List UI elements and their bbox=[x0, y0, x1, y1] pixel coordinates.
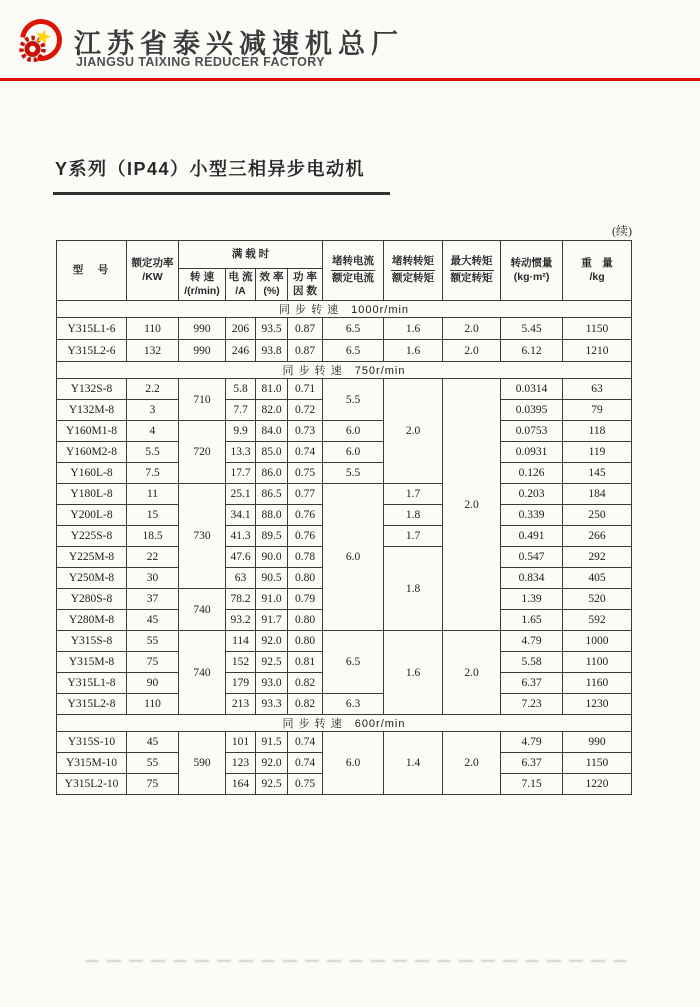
value-cell: 92.0 bbox=[256, 631, 288, 652]
scan-smudge-artifact bbox=[85, 960, 635, 962]
model-cell: Y200L-8 bbox=[57, 505, 127, 526]
model-cell: Y225M-8 bbox=[57, 547, 127, 568]
value-cell: 114 bbox=[226, 631, 256, 652]
model-cell: Y225S-8 bbox=[57, 526, 127, 547]
value-cell: 520 bbox=[563, 589, 632, 610]
power-factor-label-1: 功 率 bbox=[293, 270, 317, 283]
lrc-denominator: 额定电流 bbox=[332, 272, 375, 284]
value-cell: 710 bbox=[179, 379, 226, 421]
value-cell: 2.0 bbox=[443, 340, 501, 362]
col-header-speed bbox=[179, 269, 226, 301]
value-cell: 184 bbox=[563, 484, 632, 505]
value-cell: 292 bbox=[563, 547, 632, 568]
value-cell: 1.7 bbox=[384, 484, 443, 505]
value-cell: 5.8 bbox=[226, 379, 256, 400]
value-cell: 91.5 bbox=[256, 732, 288, 753]
value-cell: 93.5 bbox=[256, 318, 288, 340]
value-cell: 266 bbox=[563, 526, 632, 547]
value-cell: 0.82 bbox=[288, 694, 323, 715]
value-cell: 93.0 bbox=[256, 673, 288, 694]
current-unit: /A bbox=[235, 284, 246, 297]
value-cell: 6.3 bbox=[323, 694, 384, 715]
company-name-cn: 江苏省泰兴减速机总厂 bbox=[74, 29, 404, 59]
value-cell: 206 bbox=[226, 318, 256, 340]
value-cell: 740 bbox=[179, 589, 226, 631]
value-cell: 90.5 bbox=[256, 568, 288, 589]
value-cell: 0.87 bbox=[288, 318, 323, 340]
value-cell: 92.5 bbox=[256, 652, 288, 673]
value-cell: 37 bbox=[127, 589, 179, 610]
speed-label: 转 速 bbox=[190, 270, 214, 283]
value-cell: 7.15 bbox=[501, 774, 563, 795]
value-cell: 47.6 bbox=[226, 547, 256, 568]
value-cell: 17.7 bbox=[226, 463, 256, 484]
power-factor-label-2: 因 数 bbox=[293, 284, 317, 297]
value-cell: 18.5 bbox=[127, 526, 179, 547]
table-row bbox=[57, 463, 632, 484]
value-cell: 63 bbox=[226, 568, 256, 589]
value-cell: 990 bbox=[179, 318, 226, 340]
value-cell: 1.8 bbox=[384, 505, 443, 526]
table-row bbox=[57, 631, 632, 652]
model-cell: Y315L1-8 bbox=[57, 673, 127, 694]
value-cell: 45 bbox=[127, 610, 179, 631]
value-cell: 0.80 bbox=[288, 568, 323, 589]
value-cell: 93.3 bbox=[256, 694, 288, 715]
col-header-full-load-group: 满 载 时 bbox=[179, 241, 323, 269]
value-cell: 990 bbox=[179, 340, 226, 362]
value-cell: 6.12 bbox=[501, 340, 563, 362]
value-cell: 0.547 bbox=[501, 547, 563, 568]
value-cell: 1210 bbox=[563, 340, 632, 362]
value-cell: 118 bbox=[563, 421, 632, 442]
value-cell: 590 bbox=[179, 732, 226, 795]
rated-power-unit: /KW bbox=[142, 270, 163, 283]
value-cell: 0.75 bbox=[288, 774, 323, 795]
value-cell: 0.81 bbox=[288, 652, 323, 673]
table-row bbox=[57, 379, 632, 400]
col-header-rated-power bbox=[127, 241, 179, 301]
value-cell: 6.0 bbox=[323, 484, 384, 631]
value-cell: 0.75 bbox=[288, 463, 323, 484]
value-cell: 81.0 bbox=[256, 379, 288, 400]
value-cell: 0.74 bbox=[288, 732, 323, 753]
sync-speed-section-label: 同 步 转 速 1000r/min bbox=[57, 301, 632, 318]
value-cell: 1.39 bbox=[501, 589, 563, 610]
value-cell: 1.8 bbox=[384, 547, 443, 631]
letterhead bbox=[0, 0, 700, 82]
value-cell: 3 bbox=[127, 400, 179, 421]
col-header-max-torque-ratio bbox=[443, 241, 501, 301]
value-cell: 6.5 bbox=[323, 631, 384, 694]
value-cell: 990 bbox=[563, 732, 632, 753]
value-cell: 41.3 bbox=[226, 526, 256, 547]
efficiency-label: 效 率 bbox=[259, 270, 284, 283]
section-header-row bbox=[57, 362, 632, 379]
value-cell: 1.65 bbox=[501, 610, 563, 631]
value-cell: 0.0931 bbox=[501, 442, 563, 463]
table-row bbox=[57, 340, 632, 362]
value-cell: 0.74 bbox=[288, 442, 323, 463]
value-cell: 1.6 bbox=[384, 318, 443, 340]
motor-spec-table bbox=[56, 240, 632, 795]
weight-label: 重 量 bbox=[581, 256, 613, 269]
value-cell: 15 bbox=[127, 505, 179, 526]
value-cell: 730 bbox=[179, 484, 226, 589]
sync-speed-section-label: 同 步 转 速 750r/min bbox=[57, 362, 632, 379]
value-cell: 90.0 bbox=[256, 547, 288, 568]
value-cell: 82.0 bbox=[256, 400, 288, 421]
value-cell: 1220 bbox=[563, 774, 632, 795]
value-cell: 45 bbox=[127, 732, 179, 753]
value-cell: 0.76 bbox=[288, 505, 323, 526]
value-cell: 0.71 bbox=[288, 379, 323, 400]
lrc-numerator: 堵转电流 bbox=[331, 255, 375, 271]
value-cell: 250 bbox=[563, 505, 632, 526]
value-cell: 55 bbox=[127, 631, 179, 652]
value-cell: 2.0 bbox=[443, 732, 501, 795]
value-cell: 6.0 bbox=[323, 442, 384, 463]
value-cell: 91.0 bbox=[256, 589, 288, 610]
value-cell: 4.79 bbox=[501, 732, 563, 753]
value-cell: 0.72 bbox=[288, 400, 323, 421]
value-cell: 2.2 bbox=[127, 379, 179, 400]
value-cell: 6.5 bbox=[323, 340, 384, 362]
value-cell: 405 bbox=[563, 568, 632, 589]
col-header-locked-rotor-torque-ratio bbox=[384, 241, 443, 301]
value-cell: 1150 bbox=[563, 753, 632, 774]
table-row bbox=[57, 421, 632, 442]
value-cell: 7.23 bbox=[501, 694, 563, 715]
value-cell: 0.0753 bbox=[501, 421, 563, 442]
table-row bbox=[57, 318, 632, 340]
value-cell: 0.80 bbox=[288, 610, 323, 631]
col-header-inertia bbox=[501, 241, 563, 301]
value-cell: 123 bbox=[226, 753, 256, 774]
value-cell: 0.77 bbox=[288, 484, 323, 505]
value-cell: 5.45 bbox=[501, 318, 563, 340]
model-cell: Y280S-8 bbox=[57, 589, 127, 610]
col-header-efficiency bbox=[256, 269, 288, 301]
value-cell: 85.0 bbox=[256, 442, 288, 463]
value-cell: 13.3 bbox=[226, 442, 256, 463]
gear-star-emblem-icon bbox=[17, 17, 64, 67]
value-cell: 0.0314 bbox=[501, 379, 563, 400]
value-cell: 0.76 bbox=[288, 526, 323, 547]
inertia-label: 转动惯量 bbox=[510, 256, 553, 269]
value-cell: 79 bbox=[563, 400, 632, 421]
value-cell: 0.82 bbox=[288, 673, 323, 694]
value-cell: 1100 bbox=[563, 652, 632, 673]
value-cell: 55 bbox=[127, 753, 179, 774]
value-cell: 179 bbox=[226, 673, 256, 694]
value-cell: 119 bbox=[563, 442, 632, 463]
model-cell: Y160L-8 bbox=[57, 463, 127, 484]
efficiency-unit: (%) bbox=[263, 284, 280, 297]
model-cell: Y315L1-6 bbox=[57, 318, 127, 340]
value-cell: 2.0 bbox=[443, 631, 501, 715]
value-cell: 7.5 bbox=[127, 463, 179, 484]
value-cell: 110 bbox=[127, 694, 179, 715]
company-name-en: JIANGSU TAIXING REDUCER FACTORY bbox=[76, 55, 325, 69]
value-cell: 25.1 bbox=[226, 484, 256, 505]
value-cell: 101 bbox=[226, 732, 256, 753]
value-cell: 88.0 bbox=[256, 505, 288, 526]
col-header-current bbox=[226, 269, 256, 301]
value-cell: 164 bbox=[226, 774, 256, 795]
model-cell: Y315L2-10 bbox=[57, 774, 127, 795]
col-header-model: 型 号 bbox=[57, 241, 127, 301]
section-header-row bbox=[57, 715, 632, 732]
model-cell: Y315L2-8 bbox=[57, 694, 127, 715]
col-header-locked-rotor-current-ratio bbox=[323, 241, 384, 301]
value-cell: 1.4 bbox=[384, 732, 443, 795]
current-label: 电 流 bbox=[228, 270, 253, 283]
model-cell: Y315M-10 bbox=[57, 753, 127, 774]
value-cell: 1.6 bbox=[384, 631, 443, 715]
value-cell: 0.834 bbox=[501, 568, 563, 589]
page-title: Y系列（IP44）小型三相异步电动机 bbox=[55, 159, 366, 179]
section-header-row bbox=[57, 301, 632, 318]
value-cell: 30 bbox=[127, 568, 179, 589]
lrt-denominator: 额定转矩 bbox=[392, 272, 435, 284]
value-cell: 6.0 bbox=[323, 421, 384, 442]
value-cell: 0.87 bbox=[288, 340, 323, 362]
value-cell: 0.126 bbox=[501, 463, 563, 484]
value-cell: 720 bbox=[179, 421, 226, 484]
value-cell: 6.37 bbox=[501, 673, 563, 694]
model-cell: Y315M-8 bbox=[57, 652, 127, 673]
model-cell: Y280M-8 bbox=[57, 610, 127, 631]
value-cell: 93.2 bbox=[226, 610, 256, 631]
value-cell: 5.5 bbox=[323, 463, 384, 484]
table-row bbox=[57, 442, 632, 463]
header-red-rule bbox=[0, 78, 700, 81]
value-cell: 75 bbox=[127, 652, 179, 673]
value-cell: 0.339 bbox=[501, 505, 563, 526]
col-header-weight bbox=[563, 241, 632, 301]
value-cell: 0.0395 bbox=[501, 400, 563, 421]
value-cell: 132 bbox=[127, 340, 179, 362]
maxt-denominator: 额定转矩 bbox=[450, 272, 493, 284]
value-cell: 34.1 bbox=[226, 505, 256, 526]
value-cell: 11 bbox=[127, 484, 179, 505]
value-cell: 84.0 bbox=[256, 421, 288, 442]
weight-unit: /kg bbox=[589, 270, 605, 283]
title-underline bbox=[53, 192, 390, 195]
value-cell: 592 bbox=[563, 610, 632, 631]
lrt-numerator: 堵转转矩 bbox=[391, 255, 435, 271]
value-cell: 9.9 bbox=[226, 421, 256, 442]
value-cell: 86.0 bbox=[256, 463, 288, 484]
value-cell: 0.73 bbox=[288, 421, 323, 442]
model-cell: Y250M-8 bbox=[57, 568, 127, 589]
value-cell: 246 bbox=[226, 340, 256, 362]
value-cell: 145 bbox=[563, 463, 632, 484]
inertia-unit: (kg·m²) bbox=[513, 270, 550, 283]
value-cell: 0.80 bbox=[288, 631, 323, 652]
value-cell: 4.79 bbox=[501, 631, 563, 652]
value-cell: 5.5 bbox=[127, 442, 179, 463]
value-cell: 93.8 bbox=[256, 340, 288, 362]
model-cell: Y160M2-8 bbox=[57, 442, 127, 463]
continued-note: (续) bbox=[612, 224, 632, 238]
value-cell: 75 bbox=[127, 774, 179, 795]
motor-spec-table-wrap bbox=[56, 240, 632, 795]
value-cell: 0.79 bbox=[288, 589, 323, 610]
speed-unit: /(r/min) bbox=[184, 284, 220, 297]
value-cell: 0.74 bbox=[288, 753, 323, 774]
value-cell: 1000 bbox=[563, 631, 632, 652]
model-cell: Y132M-8 bbox=[57, 400, 127, 421]
value-cell: 1230 bbox=[563, 694, 632, 715]
value-cell: 6.5 bbox=[323, 318, 384, 340]
model-cell: Y315L2-6 bbox=[57, 340, 127, 362]
value-cell: 1.7 bbox=[384, 526, 443, 547]
value-cell: 0.491 bbox=[501, 526, 563, 547]
value-cell: 90 bbox=[127, 673, 179, 694]
value-cell: 5.5 bbox=[323, 379, 384, 421]
table-row bbox=[57, 484, 632, 505]
model-cell: Y315S-10 bbox=[57, 732, 127, 753]
model-cell: Y160M1-8 bbox=[57, 421, 127, 442]
value-cell: 78.2 bbox=[226, 589, 256, 610]
value-cell: 6.37 bbox=[501, 753, 563, 774]
value-cell: 2.0 bbox=[384, 379, 443, 484]
value-cell: 63 bbox=[563, 379, 632, 400]
value-cell: 1150 bbox=[563, 318, 632, 340]
value-cell: 0.203 bbox=[501, 484, 563, 505]
table-row bbox=[57, 732, 632, 753]
maxt-numerator: 最大转矩 bbox=[450, 255, 494, 271]
value-cell: 110 bbox=[127, 318, 179, 340]
model-cell: Y132S-8 bbox=[57, 379, 127, 400]
value-cell: 86.5 bbox=[256, 484, 288, 505]
model-cell: Y180L-8 bbox=[57, 484, 127, 505]
value-cell: 0.78 bbox=[288, 547, 323, 568]
rated-power-label: 额定功率 bbox=[131, 256, 174, 269]
value-cell: 1.6 bbox=[384, 340, 443, 362]
value-cell: 213 bbox=[226, 694, 256, 715]
sync-speed-section-label: 同 步 转 速 600r/min bbox=[57, 715, 632, 732]
value-cell: 7.7 bbox=[226, 400, 256, 421]
value-cell: 92.5 bbox=[256, 774, 288, 795]
value-cell: 740 bbox=[179, 631, 226, 715]
col-header-power-factor bbox=[288, 269, 323, 301]
value-cell: 5.58 bbox=[501, 652, 563, 673]
value-cell: 4 bbox=[127, 421, 179, 442]
value-cell: 91.7 bbox=[256, 610, 288, 631]
value-cell: 89.5 bbox=[256, 526, 288, 547]
value-cell: 6.0 bbox=[323, 732, 384, 795]
value-cell: 92.0 bbox=[256, 753, 288, 774]
model-cell: Y315S-8 bbox=[57, 631, 127, 652]
value-cell: 22 bbox=[127, 547, 179, 568]
value-cell: 2.0 bbox=[443, 379, 501, 631]
value-cell: 2.0 bbox=[443, 318, 501, 340]
value-cell: 152 bbox=[226, 652, 256, 673]
table-row bbox=[57, 694, 632, 715]
value-cell: 1160 bbox=[563, 673, 632, 694]
